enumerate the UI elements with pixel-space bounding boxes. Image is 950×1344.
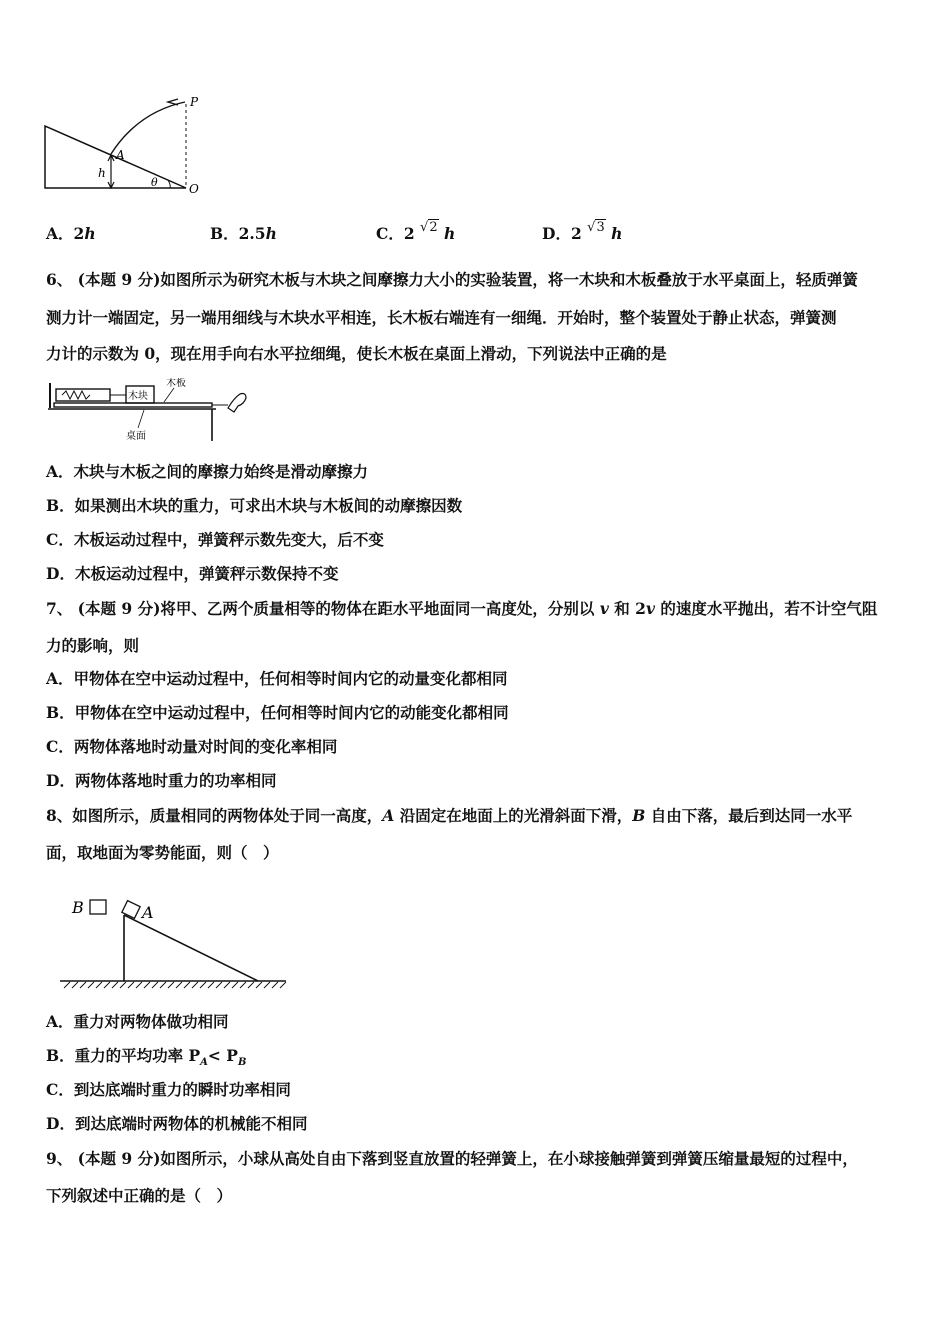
trajectory-curve [111, 102, 185, 154]
ground-hatch-icon [64, 982, 286, 988]
q7-option-a[interactable]: A．甲物体在空中运动过程中，任何相等时间内它的动量变化都相同 [46, 669, 508, 688]
box-b [90, 900, 106, 914]
pointer-board [164, 388, 174, 402]
q7-option-c[interactable]: C．两物体落地时动量对时间的变化率相同 [46, 737, 338, 756]
arrow-p-icon [168, 99, 178, 105]
q7-option-d[interactable]: D．两物体落地时重力的功率相同 [46, 771, 277, 790]
label-a: A [116, 148, 125, 162]
q6-option-b[interactable]: B．如果测出木块的重力，可求出木块与木板间的动摩擦因数 [46, 496, 463, 515]
q8-option-a[interactable]: A．重力对两物体做功相同 [46, 1012, 229, 1031]
q8-stem-line-2: 面，取地面为零势能面，则（ ） [46, 843, 279, 862]
label-table: 桌面 [126, 431, 146, 442]
q6-option-a[interactable]: A．木块与木板之间的摩擦力始终是滑动摩擦力 [46, 462, 369, 481]
q8-option-b[interactable]: B．重力的平均功率 $P_A< P_B$ [46, 1046, 247, 1069]
q8-option-d[interactable]: D．到达底端时两物体的机械能不相同 [46, 1114, 308, 1133]
q6-option-d[interactable]: D．木板运动过程中，弹簧秤示数保持不变 [46, 564, 339, 583]
incline-slope [124, 915, 258, 981]
q7-option-b[interactable]: B．甲物体在空中运动过程中，任何相等时间内它的动能变化都相同 [46, 703, 509, 722]
q5-option-a[interactable]: A．2h [46, 224, 96, 243]
pointer-table [138, 410, 144, 428]
label-h: h [98, 166, 106, 180]
label-block: 木块 [128, 391, 148, 402]
board [54, 403, 212, 407]
q6-option-c[interactable]: C．木板运动过程中，弹簧秤示数先变大，后不变 [46, 530, 384, 549]
q6-figure [44, 378, 254, 444]
q8-option-c[interactable]: C．到达底端时重力的瞬时功率相同 [46, 1080, 291, 1099]
sqrt-icon: √2 [420, 220, 438, 235]
q8-figure [54, 890, 294, 994]
label-a: A [142, 903, 154, 922]
q9-stem-line-2: 下列叙述中正确的是（ ） [46, 1186, 233, 1205]
label-b: B [72, 898, 84, 917]
q5-figure [40, 92, 210, 200]
q7-stem-line-1: 7、 (本题 9 分)将甲、乙两个质量相等的物体在距水平地面同一高度处，分别以 v 和 2v 的速度水平抛出，若不计空气阻 [46, 599, 878, 618]
q6-stem-line-1: 6、 (本题 9 分)如图所示为研究木板与木块之间摩擦力大小的实验装置，将一木块和木板叠放于水平桌面上，轻质弹簧 [46, 270, 858, 289]
label-board: 木板 [166, 378, 186, 389]
q5-option-c[interactable]: C．2 $^{√2}$ h [376, 220, 456, 243]
label-p: P [190, 95, 199, 109]
q5-option-d[interactable]: D．2 $^{√3}$ h [542, 220, 623, 243]
q7-stem-line-2: 力的影响，则 [46, 636, 140, 655]
sqrt-icon: √3 [587, 220, 605, 235]
q6-stem-line-3: 力计的示数为 0，现在用手向右水平拉细绳，使长木板在桌面上滑动，下列说法中正确的是 [46, 344, 667, 363]
q5-option-b[interactable]: B．2.5h [210, 224, 277, 243]
label-theta: θ [151, 176, 158, 189]
hand-icon [228, 394, 246, 413]
q6-stem-line-2: 测力计一端固定，另一端用细线与木块水平相连，长木板右端连有一细绳．开始时，整个装置处于静止状态，弹簧测 [46, 308, 837, 327]
spring-scale [56, 389, 110, 401]
q8-stem-line-1: 8、如图所示，质量相同的两物体处于同一高度，A 沿固定在地面上的光滑斜面下滑，B 自由下落，最后到达同一水平 [46, 806, 853, 825]
label-o: O [189, 182, 199, 196]
spring-coil-icon [62, 391, 90, 399]
q9-stem-line-1: 9、 (本题 9 分)如图所示，小球从高处自由下落到竖直放置的轻弹簧上，在小球接触弹簧到弹簧压缩量最短的过程中， [46, 1149, 858, 1168]
